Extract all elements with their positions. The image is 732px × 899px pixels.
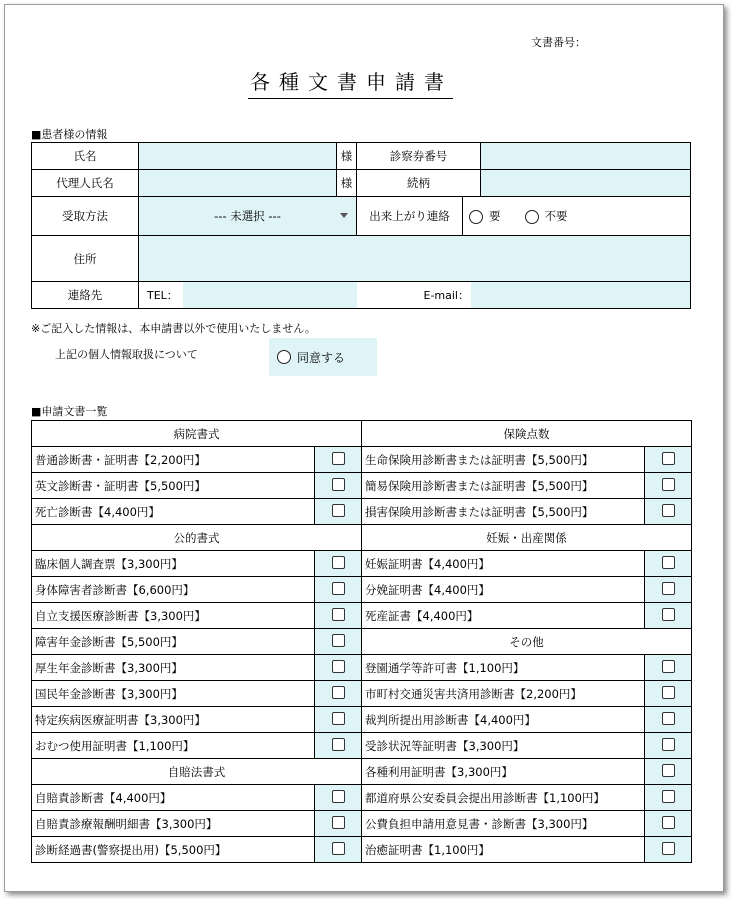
table-row xyxy=(32,473,692,499)
document-checkbox-cell[interactable] xyxy=(645,811,692,837)
document-item-label: 公費負担申請用意見書・診断書【3,300円】 xyxy=(362,811,645,837)
agent-name-label: 代理人氏名 xyxy=(32,170,139,197)
table-row xyxy=(32,629,692,655)
left-section-header: 病院書式 xyxy=(32,421,362,447)
document-item-label: 英文診断書・証明書【5,500円】 xyxy=(32,473,315,499)
table-row xyxy=(32,707,692,733)
checkbox[interactable] xyxy=(332,738,345,751)
left-section-header: 自賠法書式 xyxy=(32,759,362,785)
table-row xyxy=(32,551,692,577)
contact-row xyxy=(139,282,691,309)
document-checkbox-cell[interactable] xyxy=(645,733,692,759)
checkbox[interactable] xyxy=(332,712,345,725)
document-item-label: 登園通学等許可書【1,100円】 xyxy=(362,655,645,681)
document-item-label: 都道府県公安委員会提出用診断書【1,100円】 xyxy=(362,785,645,811)
document-item-label: 受診状況等証明書【3,300円】 xyxy=(362,733,645,759)
checkbox[interactable] xyxy=(332,556,345,569)
contact-no-radio[interactable] xyxy=(525,210,539,224)
document-checkbox-cell[interactable] xyxy=(315,655,362,681)
checkbox[interactable] xyxy=(332,660,345,673)
table-row xyxy=(32,577,692,603)
page-title: 各種文書申請書 xyxy=(248,66,453,99)
table-row xyxy=(32,733,692,759)
document-checkbox-cell[interactable] xyxy=(315,811,362,837)
document-item-label: 損害保険用診断書または証明書【5,500円】 xyxy=(362,499,645,525)
document-item-label: おむつ使用証明書【1,100円】 xyxy=(32,733,315,759)
right-section-header: 妊娠・出産関係 xyxy=(362,525,692,551)
receive-method-label: 受取方法 xyxy=(32,197,139,236)
document-checkbox-cell[interactable] xyxy=(645,577,692,603)
consent-label: 上記の個人情報取扱について xyxy=(55,348,198,361)
table-row xyxy=(32,603,692,629)
checkbox[interactable] xyxy=(662,660,675,673)
document-item-label: 死産証書【4,400円】 xyxy=(362,603,645,629)
contact-no-label: 不要 xyxy=(544,209,568,223)
document-checkbox-cell[interactable] xyxy=(315,551,362,577)
document-item-label: 妊娠証明書【4,400円】 xyxy=(362,551,645,577)
document-checkbox-cell[interactable] xyxy=(315,707,362,733)
name-label: 氏名 xyxy=(32,143,139,170)
consent-radio[interactable] xyxy=(277,350,291,364)
patient-info-table xyxy=(31,142,691,309)
agent-name-field[interactable] xyxy=(139,170,337,197)
document-checkbox-cell[interactable] xyxy=(645,447,692,473)
completion-contact-label: 出来上がり連絡 xyxy=(357,197,463,236)
receive-method-value: --- 未選択 --- xyxy=(214,209,281,223)
table-row xyxy=(32,837,692,863)
document-item-label: 各種利用証明書【3,300円】 xyxy=(362,759,645,785)
chevron-down-icon xyxy=(340,213,348,218)
checkbox[interactable] xyxy=(332,842,345,855)
checkbox[interactable] xyxy=(332,790,345,803)
document-item-label: 市町村交通災害共済用診断書【2,200円】 xyxy=(362,681,645,707)
checkbox[interactable] xyxy=(662,504,675,517)
checkbox[interactable] xyxy=(332,478,345,491)
document-item-label: 裁判所提出用診断書【4,400円】 xyxy=(362,707,645,733)
checkbox[interactable] xyxy=(662,764,675,777)
agent-honorific: 様 xyxy=(337,170,357,197)
document-item-label: 自立支援医療診断書【3,300円】 xyxy=(32,603,315,629)
document-item-label: 自賠責診断書【4,400円】 xyxy=(32,785,315,811)
email-field[interactable] xyxy=(471,282,690,308)
right-section-header: その他 xyxy=(362,629,692,655)
document-item-label: 臨床個人調査票【3,300円】 xyxy=(32,551,315,577)
card-number-field[interactable] xyxy=(481,143,691,170)
document-checkbox-cell[interactable] xyxy=(315,473,362,499)
checkbox[interactable] xyxy=(662,738,675,751)
consent-field[interactable] xyxy=(269,338,377,376)
checkbox[interactable] xyxy=(332,452,345,465)
right-section-header: 保険点数 xyxy=(362,421,692,447)
document-checkbox-cell[interactable] xyxy=(315,629,362,655)
address-label: 住所 xyxy=(32,236,139,282)
document-checkbox-cell[interactable] xyxy=(315,499,362,525)
checkbox[interactable] xyxy=(332,504,345,517)
document-checkbox-cell[interactable] xyxy=(645,707,692,733)
checkbox[interactable] xyxy=(662,478,675,491)
document-number-label: 文書番号： xyxy=(531,36,586,49)
consent-option-label: 同意する xyxy=(297,350,346,365)
email-label: E-mail： xyxy=(423,289,469,302)
document-checkbox-cell[interactable] xyxy=(315,785,362,811)
name-field[interactable] xyxy=(139,143,337,170)
document-item-label: 簡易保険用診断書または証明書【5,500円】 xyxy=(362,473,645,499)
documents-table xyxy=(31,420,692,863)
document-checkbox-cell[interactable] xyxy=(645,603,692,629)
document-checkbox-cell[interactable] xyxy=(645,837,692,863)
table-row xyxy=(32,447,692,473)
document-item-label: 障害年金診断書【5,500円】 xyxy=(32,629,315,655)
checkbox[interactable] xyxy=(662,686,675,699)
checkbox[interactable] xyxy=(332,634,345,647)
document-checkbox-cell[interactable] xyxy=(645,499,692,525)
document-checkbox-cell[interactable] xyxy=(315,577,362,603)
document-item-label: 特定疾病医療証明書【3,300円】 xyxy=(32,707,315,733)
checkbox[interactable] xyxy=(662,842,675,855)
table-row xyxy=(32,525,692,551)
checkbox[interactable] xyxy=(662,556,675,569)
table-row xyxy=(32,421,692,447)
table-row xyxy=(32,811,692,837)
checkbox[interactable] xyxy=(662,790,675,803)
checkbox[interactable] xyxy=(662,816,675,829)
relation-field[interactable] xyxy=(481,170,691,197)
table-row xyxy=(32,681,692,707)
document-item-label: 普通診断書・証明書【2,200円】 xyxy=(32,447,315,473)
document-checkbox-cell[interactable] xyxy=(315,603,362,629)
relation-label: 続柄 xyxy=(357,170,481,197)
checkbox[interactable] xyxy=(332,608,345,621)
checkbox[interactable] xyxy=(332,582,345,595)
document-item-label: 死亡診断書【4,400円】 xyxy=(32,499,315,525)
tel-label: TEL： xyxy=(147,289,178,302)
table-row xyxy=(32,785,692,811)
name-honorific: 様 xyxy=(337,143,357,170)
document-checkbox-cell[interactable] xyxy=(645,473,692,499)
checkbox[interactable] xyxy=(662,452,675,465)
completion-contact-options xyxy=(463,197,691,236)
document-item-label: 国民年金診断書【3,300円】 xyxy=(32,681,315,707)
document-item-label: 分娩証明書【4,400円】 xyxy=(362,577,645,603)
document-checkbox-cell[interactable] xyxy=(645,759,692,785)
checkbox[interactable] xyxy=(332,686,345,699)
document-checkbox-cell[interactable] xyxy=(645,551,692,577)
checkbox[interactable] xyxy=(332,816,345,829)
phone-label: 連絡先 xyxy=(32,282,139,309)
address-field[interactable] xyxy=(139,236,691,282)
checkbox[interactable] xyxy=(662,712,675,725)
document-item-label: 厚生年金診断書【3,300円】 xyxy=(32,655,315,681)
document-checkbox-cell[interactable] xyxy=(645,681,692,707)
left-section-header: 公的書式 xyxy=(32,525,362,551)
document-item-label: 自賠責診療報酬明細書【3,300円】 xyxy=(32,811,315,837)
document-checkbox-cell[interactable] xyxy=(645,785,692,811)
table-row xyxy=(32,499,692,525)
checkbox[interactable] xyxy=(662,582,675,595)
table-row xyxy=(32,759,692,785)
card-number-label: 診察券番号 xyxy=(357,143,481,170)
privacy-note: ※ご記入した情報は、本申請書以外で使用いたしません。 xyxy=(31,322,316,335)
docs-section-heading: ■申請文書一覧 xyxy=(31,405,108,418)
receive-method-select[interactable] xyxy=(139,197,357,236)
contact-yes-radio[interactable] xyxy=(469,210,483,224)
patient-section-heading: ■患者様の情報 xyxy=(31,128,108,141)
tel-field[interactable] xyxy=(183,282,357,308)
document-checkbox-cell[interactable] xyxy=(315,681,362,707)
document-checkbox-cell[interactable] xyxy=(315,447,362,473)
checkbox[interactable] xyxy=(662,608,675,621)
document-item-label: 診断経過書(警察提出用)【5,500円】 xyxy=(32,837,315,863)
table-row xyxy=(32,655,692,681)
document-item-label: 身体障害者診断書【6,600円】 xyxy=(32,577,315,603)
document-item-label: 治癒証明書【1,100円】 xyxy=(362,837,645,863)
contact-yes-label: 要 xyxy=(489,209,501,223)
document-checkbox-cell[interactable] xyxy=(315,733,362,759)
document-item-label: 生命保険用診断書または証明書【5,500円】 xyxy=(362,447,645,473)
document-checkbox-cell[interactable] xyxy=(645,655,692,681)
document-checkbox-cell[interactable] xyxy=(315,837,362,863)
